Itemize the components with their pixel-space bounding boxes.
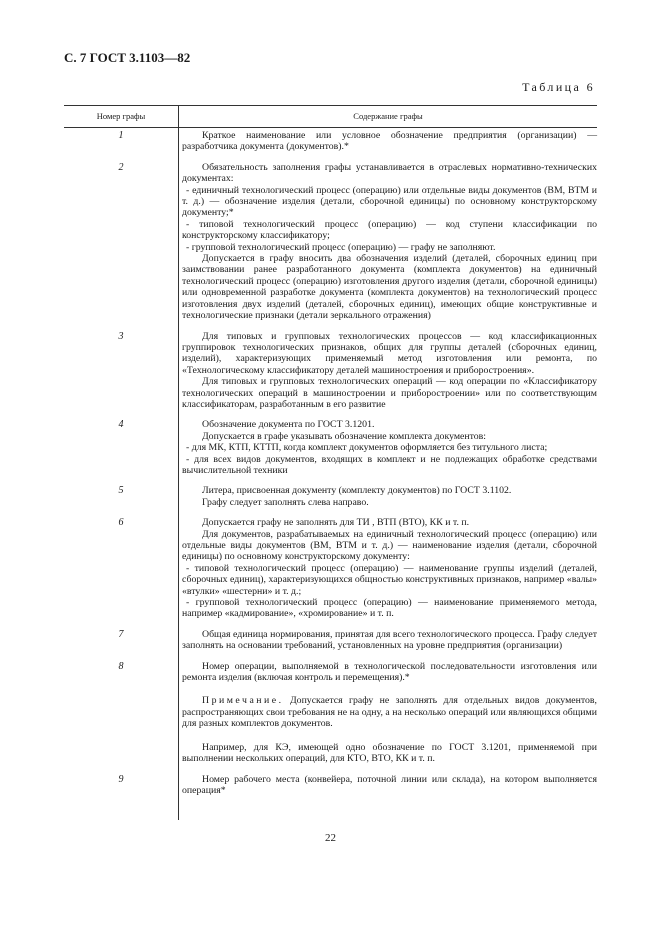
column-header-number: Номер графы: [96, 111, 146, 121]
row-content: [182, 517, 597, 620]
table-row: [64, 162, 597, 322]
row-text: Номер рабочего места (конвейера, поточной линии или склада), на котором выполняется операция*: [182, 773, 597, 796]
row-content: [182, 485, 597, 508]
row-number: 6: [118, 517, 124, 529]
table-row: [64, 485, 597, 508]
note-paragraph: [182, 695, 597, 729]
row-text: Допускается в графе указывать обозначение комплекта документов:: [202, 430, 487, 442]
row-text: Допускается графу не заполнять для ТИ , ВТП (ВТО), КК и т. п.: [202, 517, 470, 529]
row-number: 5: [118, 485, 124, 497]
table-row: [64, 629, 597, 652]
row-text: Краткое наименование или условное обозначение предприятия (организации) — разработчика документа (документов).*: [182, 130, 597, 153]
note-label: Примечание.: [202, 695, 284, 707]
row-text: - типовой технологический процесс (операцию) — наименование группы изделий (деталей, сборочных единиц), характеризующихся общностью конструктивных признаков, например «валы» «втулки» «шестерни» и т. д.;: [182, 562, 597, 597]
row-text: - единичный технологический процесс (операцию) или отдельные виды документов (ВМ, ВТМ и т. д.) — обозначение изделия (детали, сборочной единицы) по основному конструкторскому документу;*: [182, 184, 597, 219]
page-number: 22: [325, 832, 336, 844]
row-content: [182, 661, 597, 765]
row-number: 1: [118, 130, 124, 141]
row-number: 7: [118, 628, 124, 640]
row-content: [182, 629, 597, 652]
row-text: Номер операции, выполняемой в технологической последовательности изготовления или ремонта изделия (включая контроль и перемещения).*: [182, 660, 597, 684]
table-row: [64, 419, 597, 476]
row-number: 2: [118, 161, 124, 173]
example-text: Например, для КЭ, имеющей одно обозначение по ГОСТ 3.1201, применяемой при выполнении нескольких операций, для КТО, ВТО, КК и т. п.: [182, 741, 597, 765]
row-text: Обязательность заполнения графы устанавливается в отраслевых нормативно-технических документах:: [182, 161, 597, 185]
row-text: Общая единица нормирования, принятая для всего технологического процесса. Графу следует заполнять на основании требований, установленных на уровне предприятия (организации): [182, 628, 597, 652]
note-text: Допускается графу не заполнять для отдельных видов документов, распространяющих свои требования не на одну, а на несколько операций или являющихся общими для разных комплектов документов.: [182, 695, 597, 730]
row-content: [182, 162, 597, 322]
row-text: Графу следует заполнять слева направо.: [202, 496, 369, 508]
table-row: [64, 661, 597, 765]
row-text: - для всех видов документов, входящих в комплект и не подлежащих обработке средствами вычислительной техники: [182, 453, 597, 476]
row-content: [182, 774, 597, 797]
table-row: [64, 331, 597, 411]
row-text: Для документов, разрабатываемых на единичный технологический процесс (операцию) или отдельные виды документов (ВМ, ВТМ и т. д.) — наименование изделия (детали, сборочной единицы) по основному конструкторскому документу:: [182, 528, 597, 563]
table-caption: Таблица 6: [522, 80, 595, 94]
row-number: 4: [118, 419, 124, 431]
table-header: [64, 106, 597, 128]
row-number: 8: [118, 660, 124, 672]
row-number: 9: [118, 773, 124, 785]
row-number: 3: [118, 330, 124, 342]
column-header-content: Содержание графы: [353, 111, 423, 121]
row-text: - типовой технологический процесс (операцию) — код ступени классификации по конструкторскому классификатору;: [182, 218, 597, 242]
row-text: Литера, присвоенная документу (комплекту документов) по ГОСТ 3.1102.: [202, 485, 512, 497]
row-text: Для типовых и групповых технологических процессов — код классификационных группировок технологических признаков, общих для группы деталей (сборочных единиц, изделий), характеризующих применяемый метод изготовления или ремонта, по «Технологическому классификатору деталей машиностроения и приборостроения».: [182, 330, 597, 376]
row-content: [182, 130, 597, 153]
row-text: - групповой технологический процесс (операцию) — наименование применяемого метода, например «кадмирование», «хромирование» и т. п.: [182, 597, 597, 620]
table-row: [64, 130, 597, 153]
row-text: Для типовых и групповых технологических операций — код операции по «Классификатору технологических операций в машиностроении и приборостроении» или по соответствующим классификаторам, разработанным в его развитие: [182, 376, 597, 410]
table-row: [64, 517, 597, 620]
row-content: [182, 419, 597, 476]
row-content: [182, 331, 597, 411]
row-text: Обозначение документа по ГОСТ 3.1201.: [202, 419, 375, 431]
row-text: - для МК, КТП, КТТП, когда комплект документов оформляется без титульного листа;: [186, 442, 548, 454]
row-text: Допускается в графу вносить два обозначения изделий (деталей, сборочных единиц при заимствовании ранее разработанного документа (комплекта документов) на единичный технологический процесс (операцию) изготовления другого изделия (детали, сборочной единицы) или одновременной разработке документа (комплекта документов) на технологический процесс изготовления двух изделий (деталей, сборочных единиц), имеющих общие конструктивные и технологические признаки (детали зеркального отражения): [182, 253, 597, 322]
table-body: [64, 130, 597, 796]
table-row: [64, 774, 597, 797]
page-header: С. 7 ГОСТ 3.1103—82: [64, 50, 191, 65]
row-text: - групповой технологический процесс (операцию) — графу не заполняют.: [186, 241, 496, 253]
